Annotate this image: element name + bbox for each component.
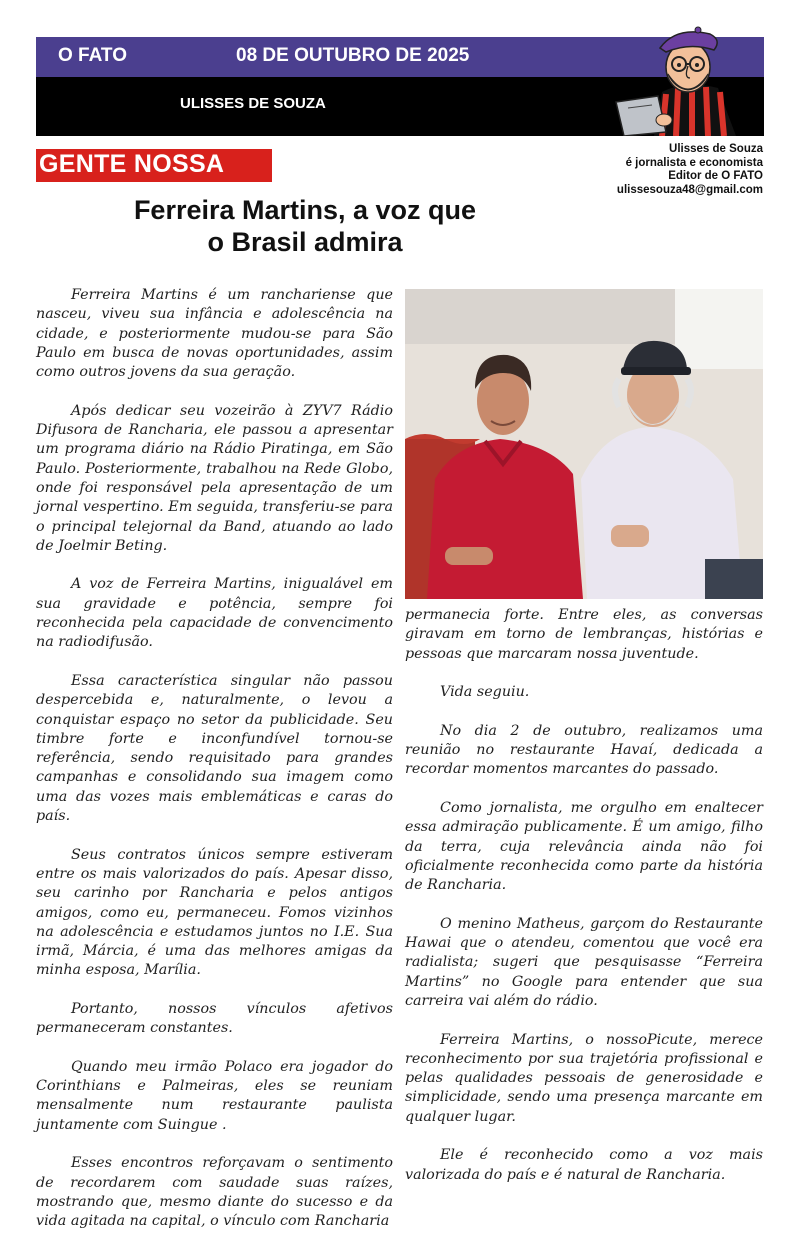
columnist-caricature bbox=[606, 22, 766, 136]
paragraph: Essa característica singular não passou despercebida e, naturalmente, o levou a conquistar espaço no setor da publicidade. Seu timbre forte e inconfundível tornou-se referência, sendo requisitado para grandes campanhas e consolidando sua imagem como uma das vozes mais emblemáticas e caras do país. bbox=[36, 672, 393, 825]
article-headline bbox=[100, 194, 510, 258]
columnist-name: ULISSES DE SOUZA bbox=[180, 95, 326, 112]
paragraph: Portanto, nossos vínculos afetivos permaneceram constantes. bbox=[36, 1000, 393, 1037]
paragraph: Esses encontros reforçavam o sentimento de recordarem com saudade suas raízes, mostrando que, mesmo diante do sucesso e da vida agitada na capital, o vínculo com Rancharia bbox=[36, 1155, 393, 1230]
paragraph: Quando meu irmão Polaco era jogador do Corinthians e Palmeiras, eles se reuniam mensalmente num restaurante paulista juntamente com Suingue . bbox=[36, 1058, 393, 1133]
paragraph: A voz de Ferreira Martins, inigualável em sua gravidade e potência, sempre foi reconhecida pela capacidade de convencimento na radiodifusão. bbox=[36, 576, 393, 651]
issue-date: 08 DE OUTUBRO DE 2025 bbox=[236, 45, 470, 66]
paragraph: Ferreira Martins, o nossoPicute, merece reconhecimento por sua trajetória profissional e pelas qualidades pessoais de generosidade e simplicidade, sendo uma presença marcante em qualquer lugar. bbox=[405, 1031, 763, 1125]
paragraph: Vida seguiu. bbox=[440, 684, 530, 701]
article-column-right bbox=[405, 606, 763, 1204]
author-info-name: Ulisses de Souza bbox=[669, 143, 763, 155]
section-tag-label: GENTE NOSSA bbox=[39, 150, 225, 178]
paragraph: Ele é reconhecido como a voz mais valorizada do país e é natural de Rancharia. bbox=[405, 1147, 763, 1183]
paragraph-continued: permanecia forte. Entre eles, as conversas giravam em torno de lembranças, histórias e pessoas que marcaram nossa juventude. bbox=[405, 607, 763, 662]
paragraph: Ferreira Martins é um ranchariense que nasceu, viveu sua infância e adolescência na cidade, e posteriormente mudou-se para São Paulo em busca de novas oportunidades, assim como outros jovens da sua geração. bbox=[36, 287, 393, 381]
paragraph: O menino Matheus, garçom do Restaurante Hawai que o atendeu, comentou que você era radialista; sugeri que pesquisasse “Ferreira Martins” no Google para entender que sua carreira vai além do rádio. bbox=[405, 915, 763, 1009]
paragraph: Após dedicar seu vozeirão à ZYV7 Rádio Difusora de Rancharia, ele passou a apresentar um programa diário na Rádio Piratinga, em São Paulo. Posteriormente, trabalhou na Rede Globo, onde foi responsável pela apresentação de um jornal vespertino. Em seguida, transferiu-se para o principal telejornal da Band, atuando ao lado de Joelmir Beting. bbox=[36, 402, 393, 554]
author-info bbox=[617, 143, 763, 197]
paragraph: No dia 2 de outubro, realizamos uma reunião no restaurante Havaí, dedicada a recordar momentos marcantes do passado. bbox=[405, 722, 763, 778]
headline-line-1: Ferreira Martins, a voz que bbox=[133, 195, 477, 225]
article-column-left bbox=[36, 286, 393, 1251]
paragraph: Como jornalista, me orgulho em enaltecer essa admiração publicamente. É um amigo, filho da terra, cuja relevância ainda não foi oficialmente reconhecida como parte da história de Rancharia. bbox=[405, 799, 763, 894]
author-info-email: ulissesouza48@gmail.com bbox=[616, 183, 763, 196]
newspaper-name: O FATO bbox=[58, 45, 127, 66]
author-info-role: Editor de O FATO bbox=[668, 170, 763, 182]
paragraph: Seus contratos únicos sempre estiveram entre os mais valorizados do país. Apesar disso, seu carinho por Rancharia e pelos antigos amigos, como eu, permaneceu. Fomos vizinhos na adolescência e estudamos juntos no I.E. Sua irmã, Márcia, é uma das melhores amigas da minha esposa, Marília. bbox=[36, 846, 393, 979]
author-info-profession: é jornalista e economista bbox=[625, 156, 763, 169]
article-photo bbox=[405, 289, 763, 599]
section-tag bbox=[36, 149, 272, 182]
headline-line-2: o Brasil admira bbox=[207, 227, 403, 257]
